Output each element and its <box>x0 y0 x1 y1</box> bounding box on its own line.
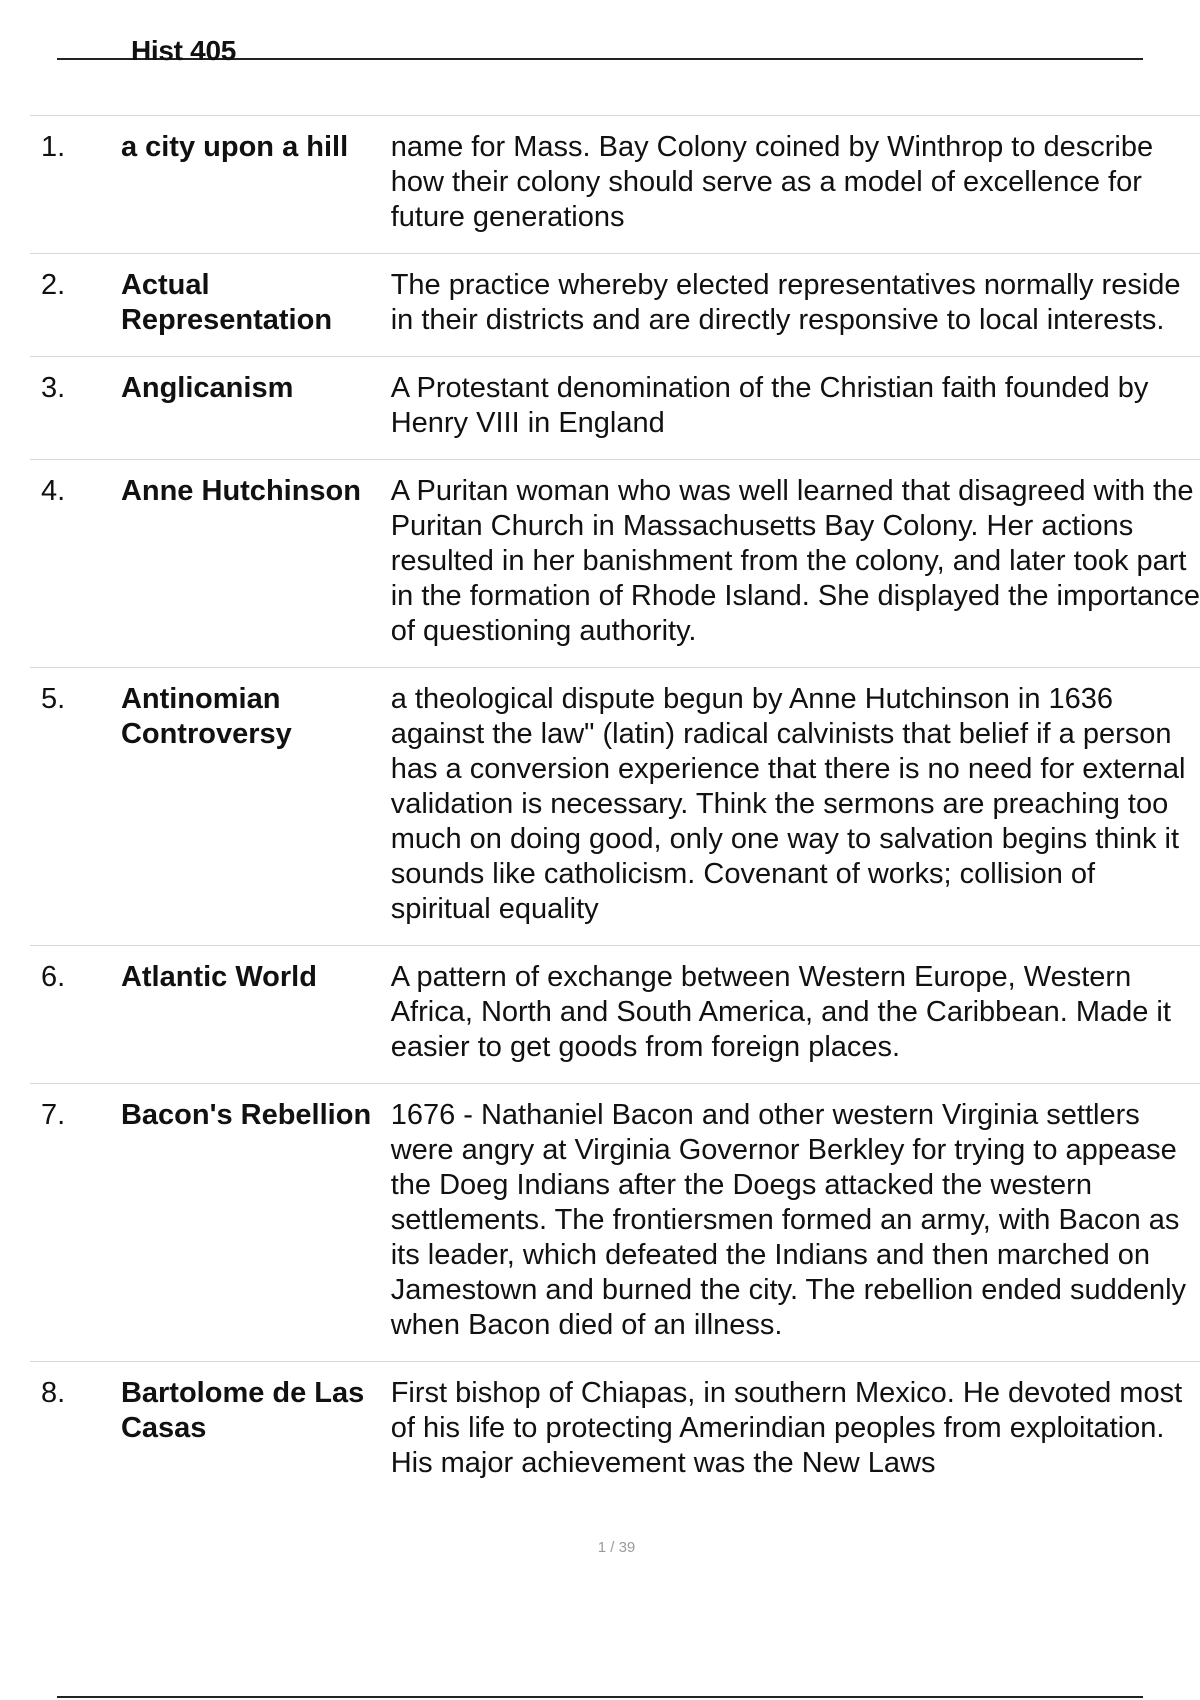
term-title: Bacon's Rebellion <box>120 1099 372 1131</box>
term-title: Actual Representation <box>120 269 333 336</box>
table-row <box>30 460 1200 668</box>
term-definition: A pattern of exchange between Western Europe, Western Africa, North and South America, and the Caribbean. Made it easier to get goods from foreign places. <box>390 961 1171 1063</box>
table-row <box>30 357 1200 460</box>
footer-divider <box>57 1696 1143 1698</box>
term-title: Anglicanism <box>120 372 294 404</box>
term-title: Bartolome de Las Casas <box>120 1377 365 1444</box>
term-number: 3. <box>41 372 66 404</box>
term-definition: First bishop of Chiapas, in southern Mexico. He devoted most of his life to protecting Amerindian peoples from exploitation. His major achievement was the New Laws <box>390 1377 1183 1479</box>
page-header <box>57 34 1143 66</box>
terms-table <box>30 115 1200 1499</box>
term-number: 8. <box>41 1377 66 1409</box>
term-number: 1. <box>41 131 66 163</box>
term-number: 6. <box>41 961 66 993</box>
term-definition: The practice whereby elected representatives normally reside in their districts and are directly responsive to local interests. <box>390 269 1181 336</box>
term-definition: A Puritan woman who was well learned that disagreed with the Puritan Church in Massachusetts Bay Colony. Her actions resulted in her banishment from the colony, and later took part in the formation of Rhode Island. She displayed the importance of questioning authority. <box>390 475 1200 647</box>
term-number: 7. <box>41 1099 66 1131</box>
term-definition: name for Mass. Bay Colony coined by Winthrop to describe how their colony should serve as a model of excellence for future generations <box>390 131 1154 233</box>
term-number: 4. <box>41 475 66 507</box>
document-title: Hist 405 <box>131 35 236 66</box>
term-definition: 1676 - Nathaniel Bacon and other western Virginia settlers were angry at Virginia Governor Berkley for trying to appease the Doeg Indians after the Doegs attacked the western settlements. The frontiersmen formed an army, with Bacon as its leader, which defeated the Indians and then marched on Jamestown and burned the city. The rebellion ended suddenly when Bacon died of an illness. <box>390 1099 1187 1341</box>
term-definition: A Protestant denomination of the Christian faith founded by Henry VIII in England <box>390 372 1149 439</box>
table-row <box>30 668 1200 946</box>
term-title: Atlantic World <box>120 961 317 993</box>
table-row <box>30 1084 1200 1362</box>
table-row <box>30 946 1200 1084</box>
table-row <box>30 116 1200 254</box>
term-title: Antinomian Controversy <box>120 683 292 750</box>
term-title: Anne Hutchinson <box>120 475 361 507</box>
table-row <box>30 254 1200 357</box>
term-number: 2. <box>41 269 66 301</box>
term-number: 5. <box>41 683 66 715</box>
term-definition: a theological dispute begun by Anne Hutchinson in 1636 against the law" (latin) radical calvinists that belief if a person has a conversion experience that there is no need for external validation is necessary. Think the sermons are preaching too much on doing good, only one way to salvation begins think it sounds like catholicism. Covenant of works; collision of spiritual equality <box>390 683 1186 925</box>
page-indicator: 1 / 39 <box>597 1539 636 1556</box>
table-row <box>30 1362 1200 1499</box>
term-title: a city upon a hill <box>120 131 349 163</box>
